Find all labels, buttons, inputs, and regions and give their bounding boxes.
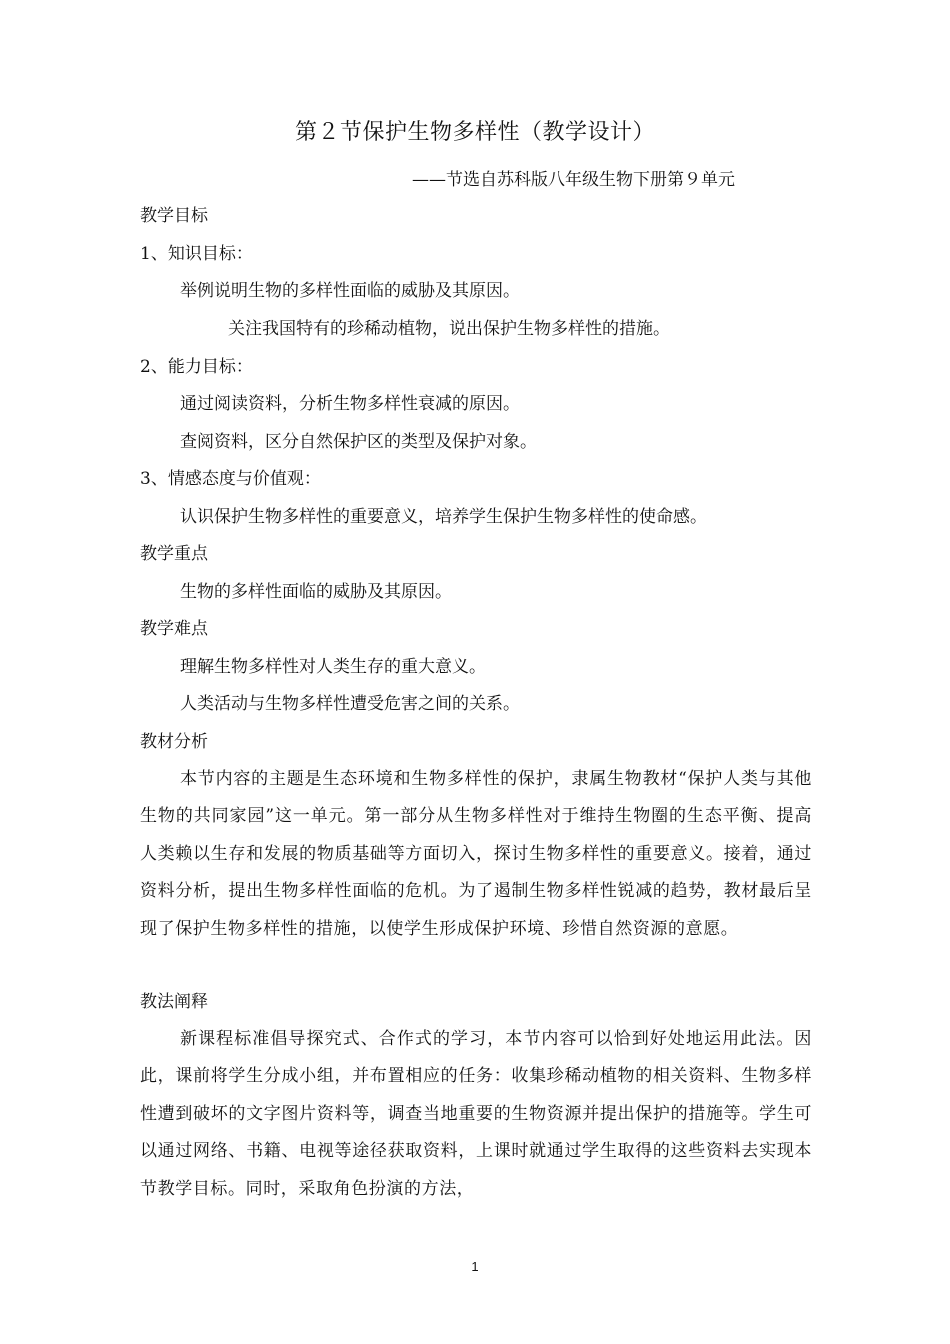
difficulties-heading: 教学难点 xyxy=(140,619,208,639)
document-subtitle: ——节选自苏科版八年级生物下册第９单元 xyxy=(412,170,735,190)
key-points-heading: 教学重点 xyxy=(140,544,208,564)
document-title: 第２节保护生物多样性（教学设计） xyxy=(294,120,655,145)
knowledge-heading: 1、知识目标： xyxy=(140,244,253,264)
ability-heading: 2、能力目标： xyxy=(140,357,253,377)
analysis-heading: 教材分析 xyxy=(140,732,208,752)
page-number: 1 xyxy=(471,1259,479,1274)
emotion-heading: 3、情感态度与价值观： xyxy=(140,469,321,489)
key-point-item: 生物的多样性面临的威胁及其原因。 xyxy=(180,582,452,602)
objectives-heading: 教学目标 xyxy=(140,206,208,226)
knowledge-item: 关注我国特有的珍稀动植物，说出保护生物多样性的措施。 xyxy=(228,319,670,339)
difficulty-item: 理解生物多样性对人类生存的重大意义。 xyxy=(180,657,486,677)
method-heading: 教法阐释 xyxy=(140,992,208,1012)
analysis-paragraph: 本节内容的主题是生态环境和生物多样性的保护，隶属生物教材“保护人类与其他生物的共同家园”这一单元。第一部分从生物多样性对于维持生物圈的生态平衡、提高人类赖以生存和发展的物质基础等方面切入，探讨生物多样性的重要意义。接着，通过资料分析，提出生物多样性面临的危机。为了遏制生物多样性锐减的趋势，教材最后呈现了保护生物多样性的措施，以使学生形成保护环境、珍惜自然资源的意愿。 xyxy=(140,769,812,939)
ability-item: 通过阅读资料，分析生物多样性衰减的原因。 xyxy=(180,394,520,414)
method-paragraph: 新课程标准倡导探究式、合作式的学习，本节内容可以恰到好处地运用此法。因此，课前将学生分成小组，并布置相应的任务：收集珍稀动植物的相关资料、生物多样性遭到破坏的文字图片资料等，调查当地重要的生物资源并提出保护的措施等。学生可以通过网络、书籍、电视等途径获取资料，上课时就通过学生取得的这些资料去实现本节教学目标。同时，采取角色扮演的方法， xyxy=(140,1029,812,1199)
emotion-item: 认识保护生物多样性的重要意义，培养学生保护生物多样性的使命感。 xyxy=(180,507,707,527)
ability-item: 查阅资料，区分自然保护区的类型及保护对象。 xyxy=(180,432,537,452)
knowledge-item: 举例说明生物的多样性面临的威胁及其原因。 xyxy=(180,281,520,301)
difficulty-item: 人类活动与生物多样性遭受危害之间的关系。 xyxy=(180,694,520,714)
